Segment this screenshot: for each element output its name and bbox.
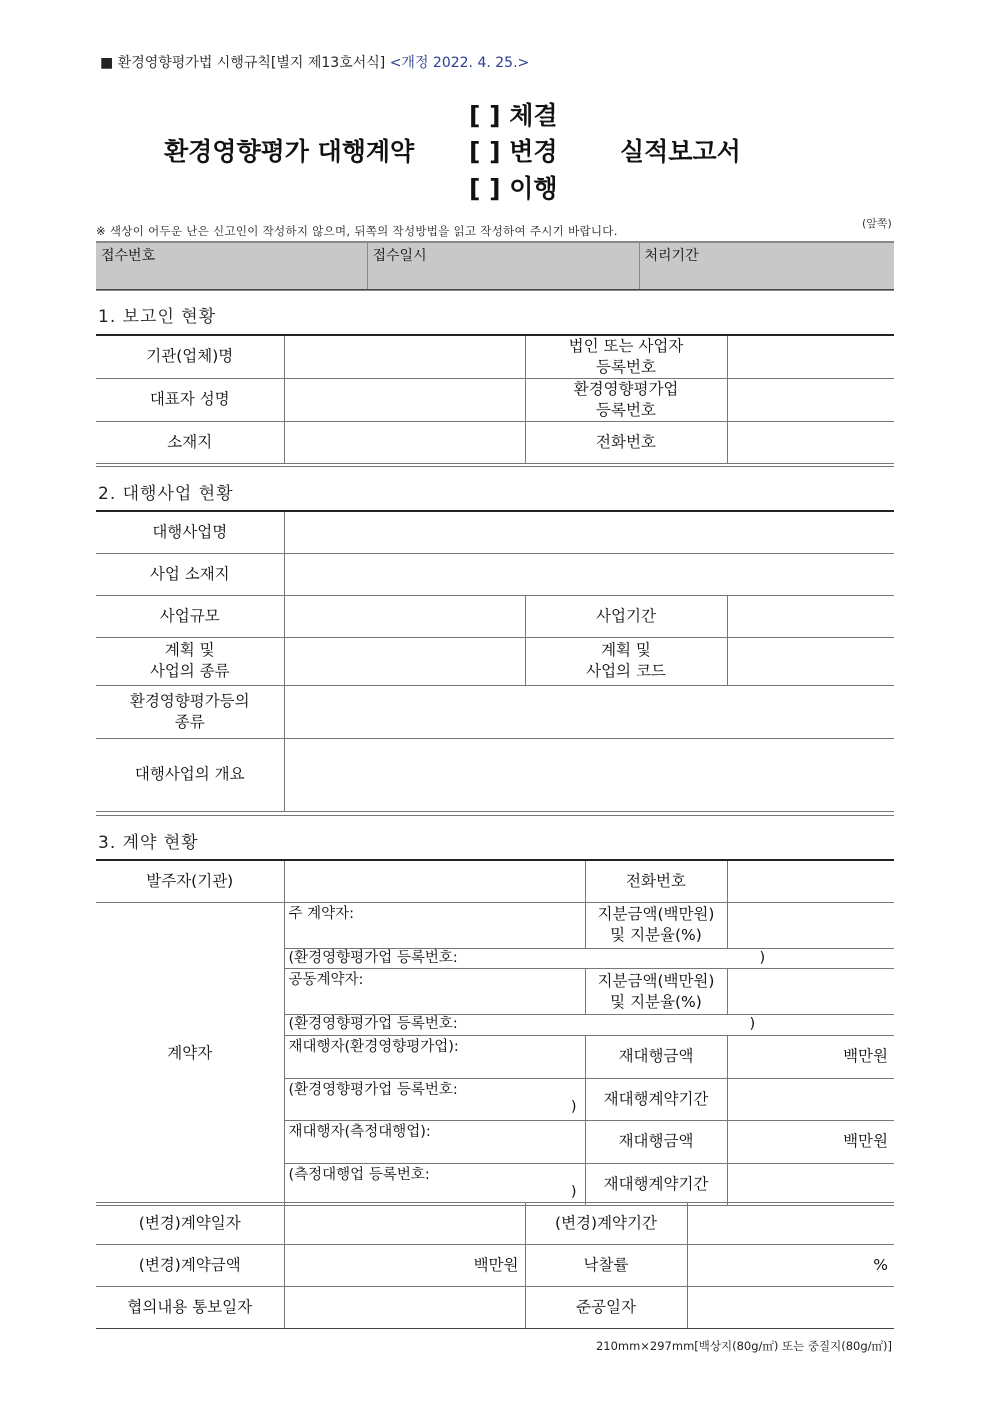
joint-contractor-field[interactable]: 공동계약자: xyxy=(284,969,585,1015)
sub-measure-contractor-field[interactable]: 재대행자(측정대행업): xyxy=(284,1120,585,1163)
client-phone-field[interactable] xyxy=(727,860,894,902)
project-name-label: 대행사업명 xyxy=(96,511,284,553)
instruction-note: ※ 색상이 어두운 난은 신고인이 작성하지 않으며, 뒤쪽의 작성방법을 읽고 작성하여 주시기 바랍니다. xyxy=(96,224,618,238)
completion-date-label: 준공일자 xyxy=(525,1287,687,1329)
form-header-prefix: ■ 환경영향평가법 시행규칙[별지 제13호서식] xyxy=(100,55,386,71)
project-table xyxy=(96,510,894,812)
joint-share-label: 지분금액(백만원) 및 지분율(%) xyxy=(585,969,727,1015)
project-kind-label: 계획 및 사업의 종류 xyxy=(96,637,284,685)
sub-eia-amount-label: 재대행금액 xyxy=(585,1035,727,1078)
section-2-title: 2. 대행사업 현황 xyxy=(98,484,234,504)
notice-date-label: 협의내용 통보일자 xyxy=(96,1287,284,1329)
project-scale-field[interactable] xyxy=(284,595,525,637)
processing-period-cell[interactable]: 처리기간 xyxy=(639,242,894,291)
address-field[interactable] xyxy=(284,421,525,463)
client-field[interactable] xyxy=(284,860,585,902)
project-code-field[interactable] xyxy=(727,637,894,685)
paper-spec: 210mm×297mm[백상지(80g/㎡) 또는 중질지(80g/㎡)] xyxy=(595,1339,892,1353)
contract-period-field[interactable] xyxy=(687,1203,894,1245)
main-eia-regno-field[interactable]: (환경영향평가업 등록번호: ) xyxy=(284,948,894,969)
project-location-label: 사업 소재지 xyxy=(96,553,284,595)
form-header xyxy=(100,52,529,72)
sub-eia-period-label: 재대행계약기간 xyxy=(585,1078,727,1120)
main-share-label: 지분금액(백만원) 및 지분율(%) xyxy=(585,902,727,948)
sub-eia-regno-field[interactable]: (환경영향평가업 등록번호: ) xyxy=(284,1078,585,1120)
form-revision: <개정 2022. 4. 25.> xyxy=(389,55,530,71)
front-side-label: (앞쪽) xyxy=(862,217,892,230)
project-scale-label: 사업규모 xyxy=(96,595,284,637)
project-code-label: 계획 및 사업의 코드 xyxy=(525,637,727,685)
notice-date-field[interactable] xyxy=(284,1287,525,1329)
sub-eia-contractor-field[interactable]: 재대행자(환경영향평가업): xyxy=(284,1035,585,1078)
project-kind-field[interactable] xyxy=(284,637,525,685)
receipt-number-cell[interactable]: 접수번호 xyxy=(96,242,367,291)
contract-amount-label: (변경)계약금액 xyxy=(96,1245,284,1287)
business-regno-field[interactable] xyxy=(727,335,894,378)
contract-period-label: (변경)계약기간 xyxy=(525,1203,687,1245)
eia-type-field[interactable] xyxy=(284,685,894,738)
org-name-field[interactable] xyxy=(284,335,525,378)
sub-measure-period-label: 재대행계약기간 xyxy=(585,1163,727,1205)
completion-date-field[interactable] xyxy=(687,1287,894,1329)
bid-rate-label: 낙찰률 xyxy=(525,1245,687,1287)
representative-label: 대표자 성명 xyxy=(96,378,284,421)
project-summary-field[interactable] xyxy=(284,738,894,811)
title-left: 환경영향평가 대행계약 xyxy=(164,137,415,166)
contract-date-field[interactable] xyxy=(284,1203,525,1245)
receipt-table xyxy=(96,241,894,291)
sub-eia-period-field[interactable] xyxy=(727,1078,894,1120)
project-summary-label: 대행사업의 개요 xyxy=(96,738,284,811)
contractor-label: 계약자 xyxy=(96,902,284,1205)
sub-eia-amount-field[interactable]: 백만원 xyxy=(727,1035,894,1078)
section-1-title: 1. 보고인 현황 xyxy=(98,307,217,327)
representative-field[interactable] xyxy=(284,378,525,421)
option-conclude[interactable]: [ ] 체결 xyxy=(469,101,558,130)
eia-type-label: 환경영향평가등의 종류 xyxy=(96,685,284,738)
sub-measure-amount-field[interactable]: 백만원 xyxy=(727,1120,894,1163)
option-perform[interactable]: [ ] 이행 xyxy=(469,174,558,203)
phone-label: 전화번호 xyxy=(525,421,727,463)
reporter-table xyxy=(96,334,894,464)
option-change[interactable]: [ ] 변경 xyxy=(469,137,558,166)
eia-regno-field[interactable] xyxy=(727,378,894,421)
receipt-datetime-cell[interactable]: 접수일시 xyxy=(367,242,639,291)
joint-share-field[interactable] xyxy=(727,969,894,1015)
phone-field[interactable] xyxy=(727,421,894,463)
project-period-label: 사업기간 xyxy=(525,595,727,637)
sub-measure-period-field[interactable] xyxy=(727,1163,894,1205)
section-3-title: 3. 계약 현황 xyxy=(98,833,199,853)
client-phone-label: 전화번호 xyxy=(585,860,727,902)
project-name-field[interactable] xyxy=(284,511,894,553)
main-contractor-field[interactable]: 주 계약자: xyxy=(284,902,585,948)
main-share-field[interactable] xyxy=(727,902,894,948)
bid-rate-field[interactable]: % xyxy=(687,1245,894,1287)
sub-measure-regno-field[interactable]: (측정대행업 등록번호: ) xyxy=(284,1163,585,1205)
org-name-label: 기관(업체)명 xyxy=(96,335,284,378)
project-period-field[interactable] xyxy=(727,595,894,637)
contract-table xyxy=(96,859,894,1206)
contract-summary-table xyxy=(96,1202,894,1329)
joint-eia-regno-field[interactable]: (환경영향평가업 등록번호: ) xyxy=(284,1015,894,1036)
project-location-field[interactable] xyxy=(284,553,894,595)
business-regno-label: 법인 또는 사업자 등록번호 xyxy=(525,335,727,378)
client-label: 발주자(기관) xyxy=(96,860,284,902)
contract-date-label: (변경)계약일자 xyxy=(96,1203,284,1245)
address-label: 소재지 xyxy=(96,421,284,463)
contract-amount-field[interactable]: 백만원 xyxy=(284,1245,525,1287)
eia-regno-label: 환경영향평가업 등록번호 xyxy=(525,378,727,421)
title-right: 실적보고서 xyxy=(620,137,741,166)
sub-measure-amount-label: 재대행금액 xyxy=(585,1120,727,1163)
form-title xyxy=(0,96,992,206)
